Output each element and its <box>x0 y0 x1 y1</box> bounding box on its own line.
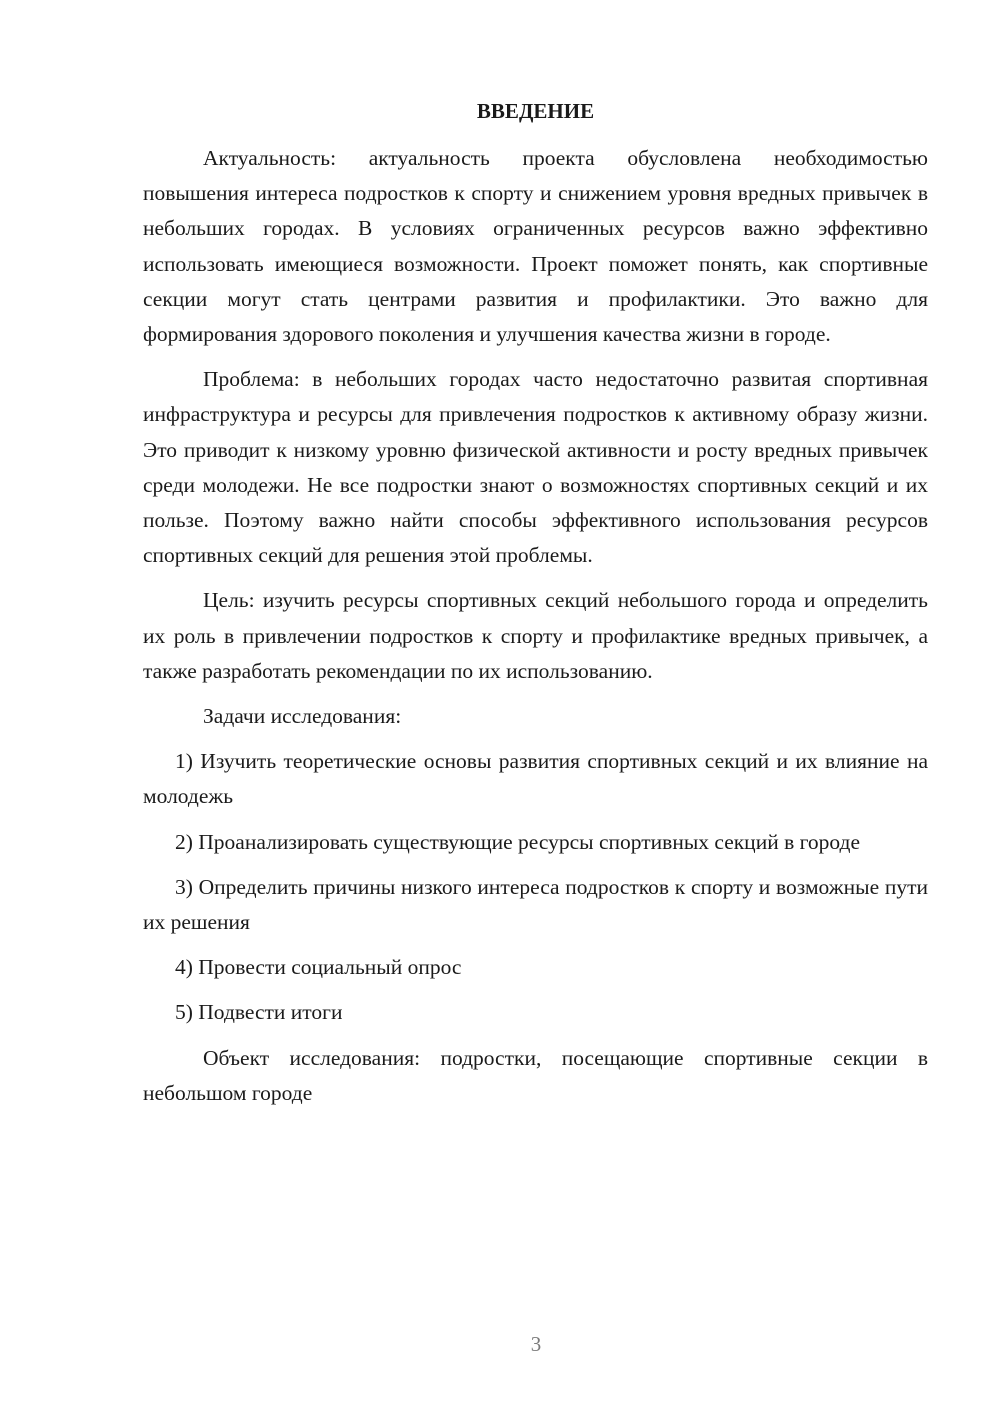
task-item: 1) Изучить теоретические основы развития спортивных секций и их влияние на молодежь <box>143 749 928 809</box>
relevance-paragraph: Актуальность: актуальность проекта обусловлена необходимостью повышения интереса подростков к спорту и снижением уровня вредных привычек в небольших городах. В условиях ограниченных ресурсов важно эффективно использовать имеющиеся возможности. Проект поможет понять, как спортивные секции могут стать центрами развития и профилактики. Это важно для формирования здорового поколения и улучшения качества жизни в городе. <box>143 146 928 347</box>
problem-paragraph: Проблема: в небольших городах часто недостаточно развитая спортивная инфраструктура и ресурсы для привлечения подростков к активному образу жизни. Это приводит к низкому уровню физической активности и росту вредных привычек среди молодежи. Не все подростки знают о возможностях спортивных секций и их пользе. Поэтому важно найти способы эффективного использования ресурсов спортивных секций для решения этой проблемы. <box>143 367 928 568</box>
object-paragraph: Объект исследования: подростки, посещающие спортивные секции в небольшом городе <box>143 1045 928 1105</box>
tasks-heading: Задачи исследования: <box>203 704 402 729</box>
task-item: 4) Провести социальный опрос <box>175 955 462 980</box>
goal-paragraph: Цель: изучить ресурсы спортивных секций небольшого города и определить их роль в привлечении подростков к спорту и профилактике вредных привычек, а также разработать рекомендации по их использованию. <box>143 588 928 683</box>
section-title: ВВЕДЕНИЕ <box>476 99 595 123</box>
task-item: 5) Подвести итоги <box>175 1000 343 1025</box>
task-item: 2) Проанализировать существующие ресурсы спортивных секций в городе <box>175 829 860 854</box>
task-item: 3) Определить причины низкого интереса подростков к спорту и возможные пути их решения <box>143 874 928 935</box>
page-number: 3 <box>530 1332 542 1356</box>
document-body <box>143 95 928 1121</box>
